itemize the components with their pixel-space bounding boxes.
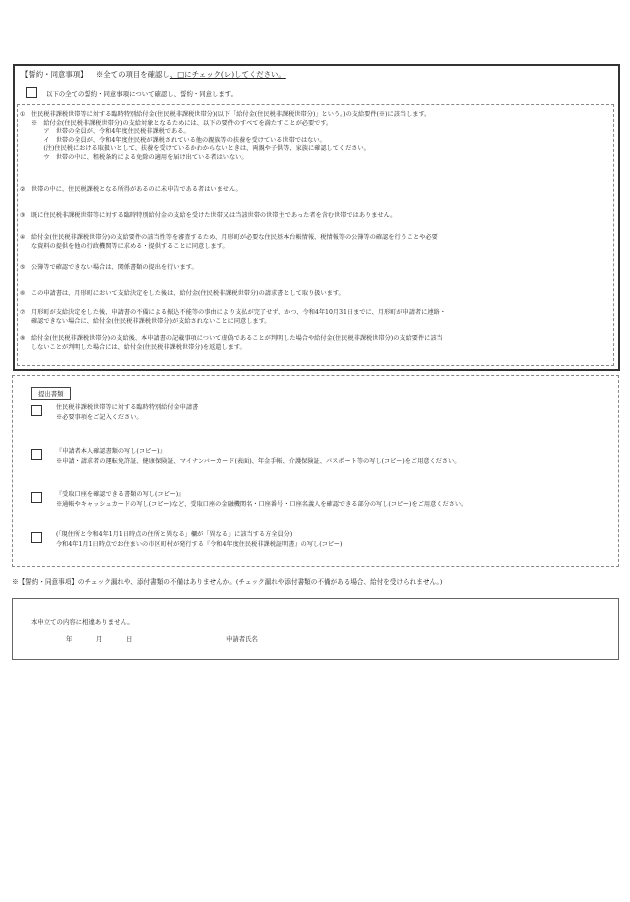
declaration-box [12,598,619,660]
document-item-line: 住民税非課税世帯等に対する臨時特別給付金申請書 [56,404,199,411]
pledge-instruction-underlined: 、□にチェック(レ)してください。 [169,70,286,79]
documents-heading: 提出書類 [31,387,71,400]
pledge-item-text [31,111,430,163]
pledge-item-line: 確認できない場合に、給付金(住民税非課税世帯分)が支給されないことに同意します。 [31,317,271,325]
agree-checkbox[interactable] [26,87,37,98]
pledge-item-line: 世帯の中に、住民税課税となる所得があるのに未申告である者はいません。 [31,186,242,193]
pledge-instruction: ※全ての項目を確認し [95,70,170,79]
pledge-item-number: ⑦ [20,309,26,316]
month-label: 月 [96,635,103,643]
pledge-item-text [31,212,396,221]
document-item-line: (「現住所と令和4年1月1日時点の住所と異なる」欄が「異なる」に該当する方全員分) [56,531,293,538]
applicant-name-label: 申請者氏名 [226,635,258,643]
pledge-item-number: ① [20,111,26,118]
pledge-item-text [31,335,443,352]
pledge-item-number: ③ [20,212,26,219]
document-item [56,403,198,423]
pledge-item-text [31,264,198,273]
document-checkbox[interactable] [31,405,42,416]
pledge-item-line: 給付金(住民税非課税世帯分)の支給要件の該当性等を審査するため、月形町が必要な住民基本台帳情報、税情報等の公簿等の確認を行うことや必要 [31,234,438,241]
pledge-item-text [31,234,438,251]
document-item-line: ※申請・請求者の運転免許証、健康保険証、マイナンバーカード(表面)、年金手帳、介護保険証、パスポート等の写し(コピー)をご用意ください。 [56,458,461,465]
pledge-heading: 【誓約・同意事項】 [21,70,88,79]
document-checkbox[interactable] [31,532,42,543]
pledge-item-line: ア 世帯の全員が、令和4年度住民税非課税である。 [31,128,190,136]
year-label: 年 [66,635,73,643]
pledge-item-line: しないことが判明した場合には、給付金(住民税非課税世帯分)を返還します。 [31,343,246,351]
document-checkbox[interactable] [31,492,42,503]
pledge-item-number: ⑧ [20,335,26,342]
pledge-item-text [31,290,345,299]
pledge-item-text [31,186,242,195]
pledge-item-line: 給付金(住民税非課税世帯分)の支給後、本申請書の記載事項について虚偽であることが判明した場合や給付金(住民税非課税世帯分)の支給要件に該当 [31,335,443,342]
document-item-line: 『受取口座を確認できる書類の写し(コピー)』 [56,491,185,498]
pledge-item-line: 住民税非課税世帯等に対する臨時特別給付金(住民税非課税世帯分)(以下「給付金(住民税非課税世帯分)」という。)の支給要件(※)に該当します。 [31,111,431,118]
document-item [56,490,467,510]
document-item [56,530,342,550]
document-item-line: 『申請者本人確認書類の写し(コピー)』 [56,448,166,455]
pledge-item-line: 既に住民税非課税世帯等に対する臨時特別給付金の支給を受けた世帯又は当該世帯の世帯主であった者を含む世帯ではありません。 [31,212,397,219]
document-item-line: ※通帳やキャッシュカードの写し(コピー)など、受取口座の金融機関名・口座番号・口座名義人を確認できる部分の写し(コピー)をご用意ください。 [56,501,468,508]
document-item [56,447,460,467]
declaration-statement: 本申立ての内容に相違ありません。 [31,618,134,626]
pledge-item-line: 公簿等で確認できない場合は、関係書類の提出を行います。 [31,264,198,271]
pledge-item-number: ④ [20,234,26,241]
pledge-item-line: (注)住民税における取扱いとして、扶養を受けているかわからないときは、両親や子供等、家族に確認してください。 [31,145,370,153]
document-item-line: 令和4年1月1日時点でお住まいの市区町村が発行する『令和4年度住民税非課税証明書』の写し(コピー) [56,541,343,548]
document-item-line: ※必要事項をご記入ください。 [56,414,143,421]
pledge-item-number: ② [20,186,26,193]
pledge-item-line: ウ 世帯の中に、租税条約による免除の適用を届け出ている者はいない。 [31,153,248,161]
pledge-item-line: な資料の提供を他の行政機関等に求める・提供することに同意します。 [31,242,229,250]
document-checkbox[interactable] [31,449,42,460]
pledge-item-number: ⑤ [20,264,26,271]
pledge-item-line: ※ 給付金(住民税非課税世帯分)の支給対象となるためには、以下の要件のすべてを満たすことが必要です。 [31,119,333,127]
day-label: 日 [126,635,133,643]
pledge-heading-row [21,69,286,80]
footer-note: ※【誓約・同意事項】のチェック漏れや、添付書類の不備はありませんか。(チェック漏れや添付書類の不備がある場合、給付を受けられません。) [12,578,443,586]
pledge-item-number: ⑥ [20,290,26,297]
pledge-item-line: 月形町が支給決定をした後、申請書の不備による振込不能等の事由により支払が完了せず、かつ、令和4年10月31日までに、月形町が申請者に連絡・ [31,309,446,316]
pledge-item-line: イ 世帯の全員が、令和4年度住民税が課税されている他の親族等の扶養を受けている世帯ではない。 [31,136,326,144]
pledge-item-text [31,309,446,326]
agree-text: 以下の全ての誓約・同意事項について確認し、誓約・同意します。 [46,90,238,98]
pledge-item-line: この申請書は、月形町において支給決定をした後は、給付金(住民税非課税世帯分)の請求書として取り扱います。 [31,290,345,297]
